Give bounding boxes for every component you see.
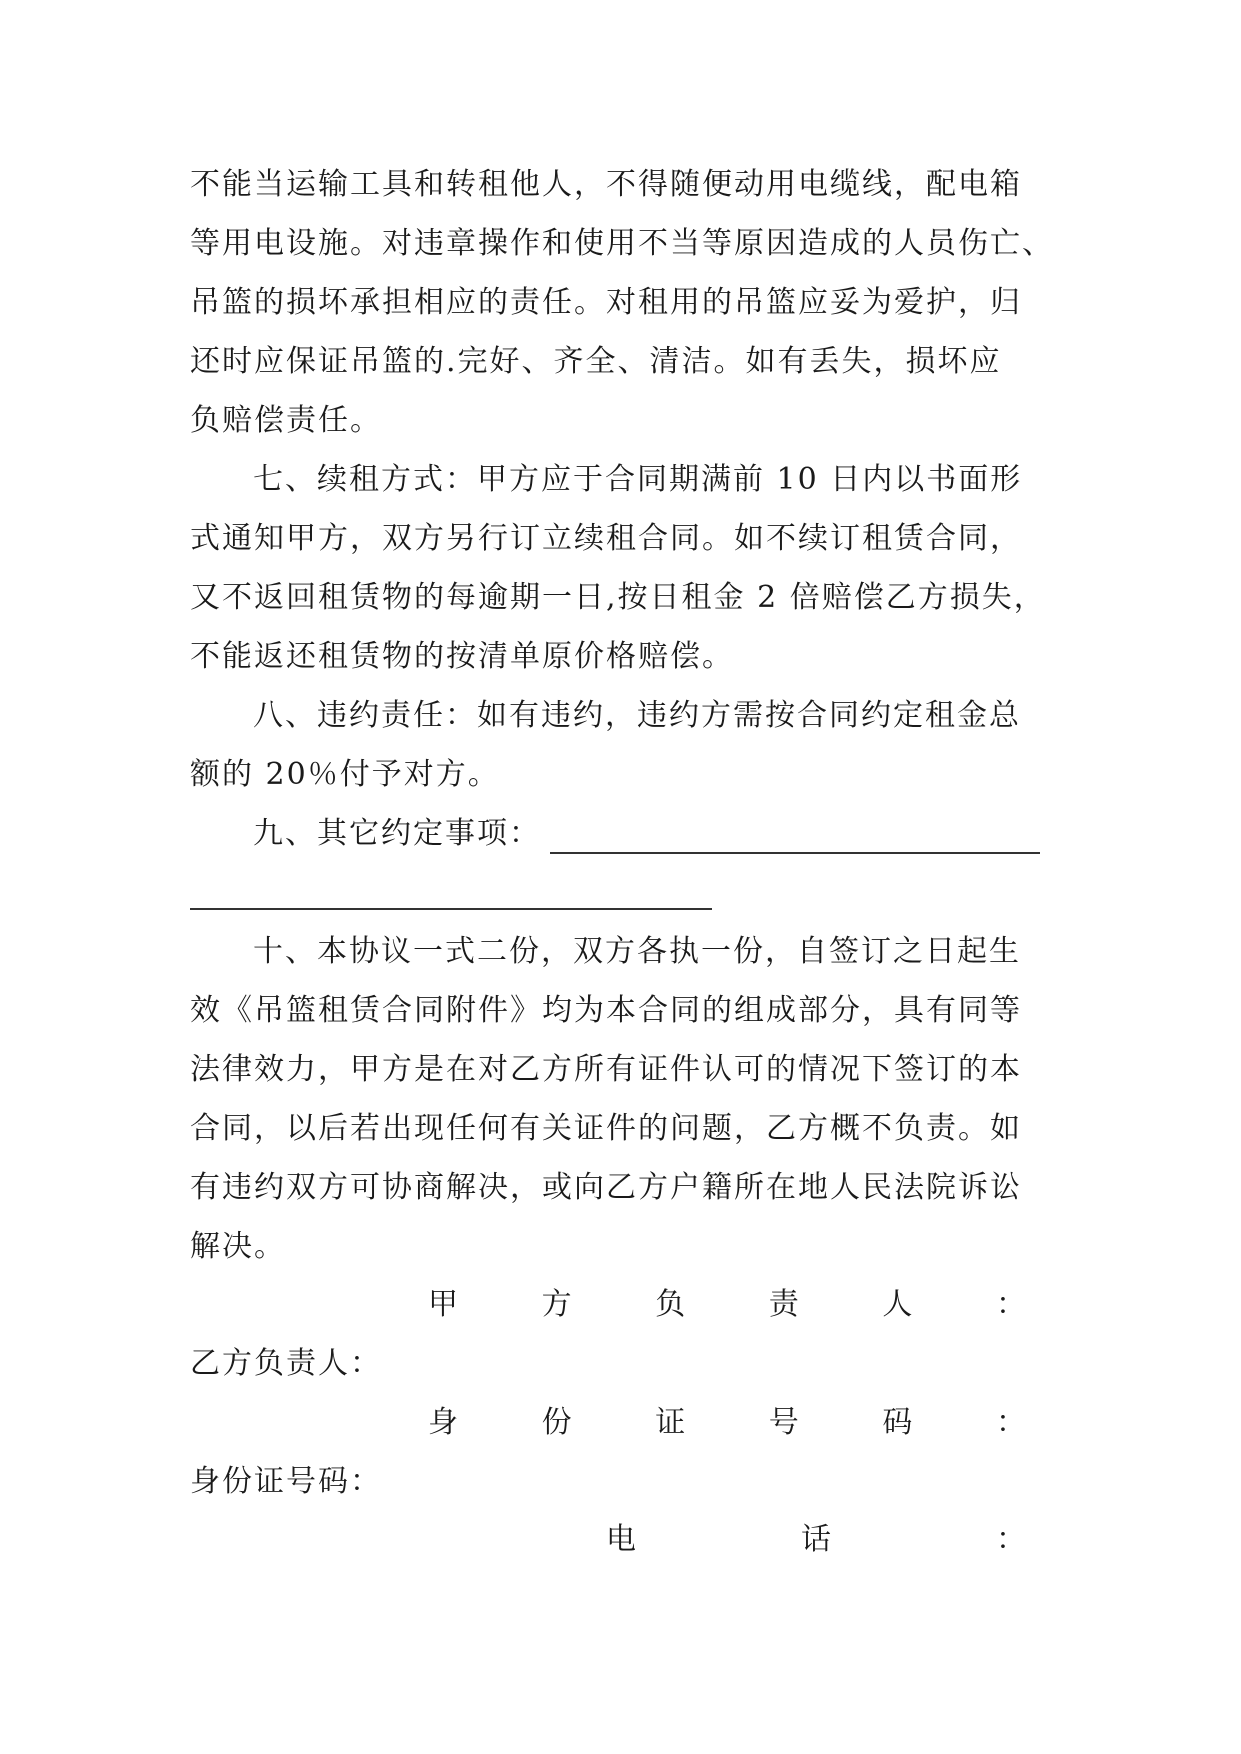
text-line: 合同，以后若出现任何有关证件的问题，乙方概不负责。如 bbox=[190, 1111, 1022, 1146]
id-number-label: 身 份 证 号 码 ： bbox=[428, 1405, 1026, 1440]
party-a-head-label: 甲 方 负 责 人 ： bbox=[428, 1287, 1026, 1322]
blank-line bbox=[550, 852, 1040, 854]
phone-label: 电 话 ： bbox=[606, 1522, 1026, 1557]
text-line: 七、续租方式：甲方应于合同期满前 10 日内以书面形 bbox=[253, 462, 1023, 497]
text-line: 有违约双方可协商解决，或向乙方户籍所在地人民法院诉讼 bbox=[190, 1170, 1022, 1205]
text-line: 等用电设施。对违章操作和使用不当等原因造成的人员伤亡、 bbox=[190, 226, 1054, 261]
text-line: 解决。 bbox=[190, 1229, 286, 1264]
text-line: 还时应保证吊篮的.完好、齐全、清洁。如有丢失，损坏应 bbox=[190, 344, 1002, 379]
text-line: 式通知甲方，双方另行订立续租合同。如不续订租赁合同， bbox=[190, 521, 1022, 556]
text-line: 不能当运输工具和转租他人，不得随便动用电缆线，配电箱 bbox=[190, 167, 1022, 202]
text-line: 吊篮的损坏承担相应的责任。对租用的吊篮应妥为爱护，归 bbox=[190, 285, 1022, 320]
text-line: 八、违约责任：如有违约，违约方需按合同约定租金总 bbox=[253, 698, 1021, 733]
blank-line bbox=[190, 908, 712, 910]
party-b-head-label: 乙方负责人： bbox=[190, 1346, 382, 1381]
text-line: 法律效力，甲方是在对乙方所有证件认可的情况下签订的本 bbox=[190, 1052, 1022, 1087]
text-line: 效《吊篮租赁合同附件》均为本合同的组成部分，具有同等 bbox=[190, 993, 1022, 1028]
text-line: 负赔偿责任。 bbox=[190, 403, 382, 438]
text-line: 额的 20％付予对方。 bbox=[190, 757, 500, 792]
id-number-b-label: 身份证号码： bbox=[190, 1464, 382, 1499]
text-line: 不能返还租赁物的按清单原价格赔偿。 bbox=[190, 639, 734, 674]
other-terms-label: 九、其它约定事项： bbox=[253, 816, 541, 851]
text-line: 又不返回租赁物的每逾期一日,按日租金 2 倍赔偿乙方损失， bbox=[190, 580, 1046, 615]
text-line: 十、本协议一式二份，双方各执一份，自签订之日起生 bbox=[253, 934, 1021, 969]
